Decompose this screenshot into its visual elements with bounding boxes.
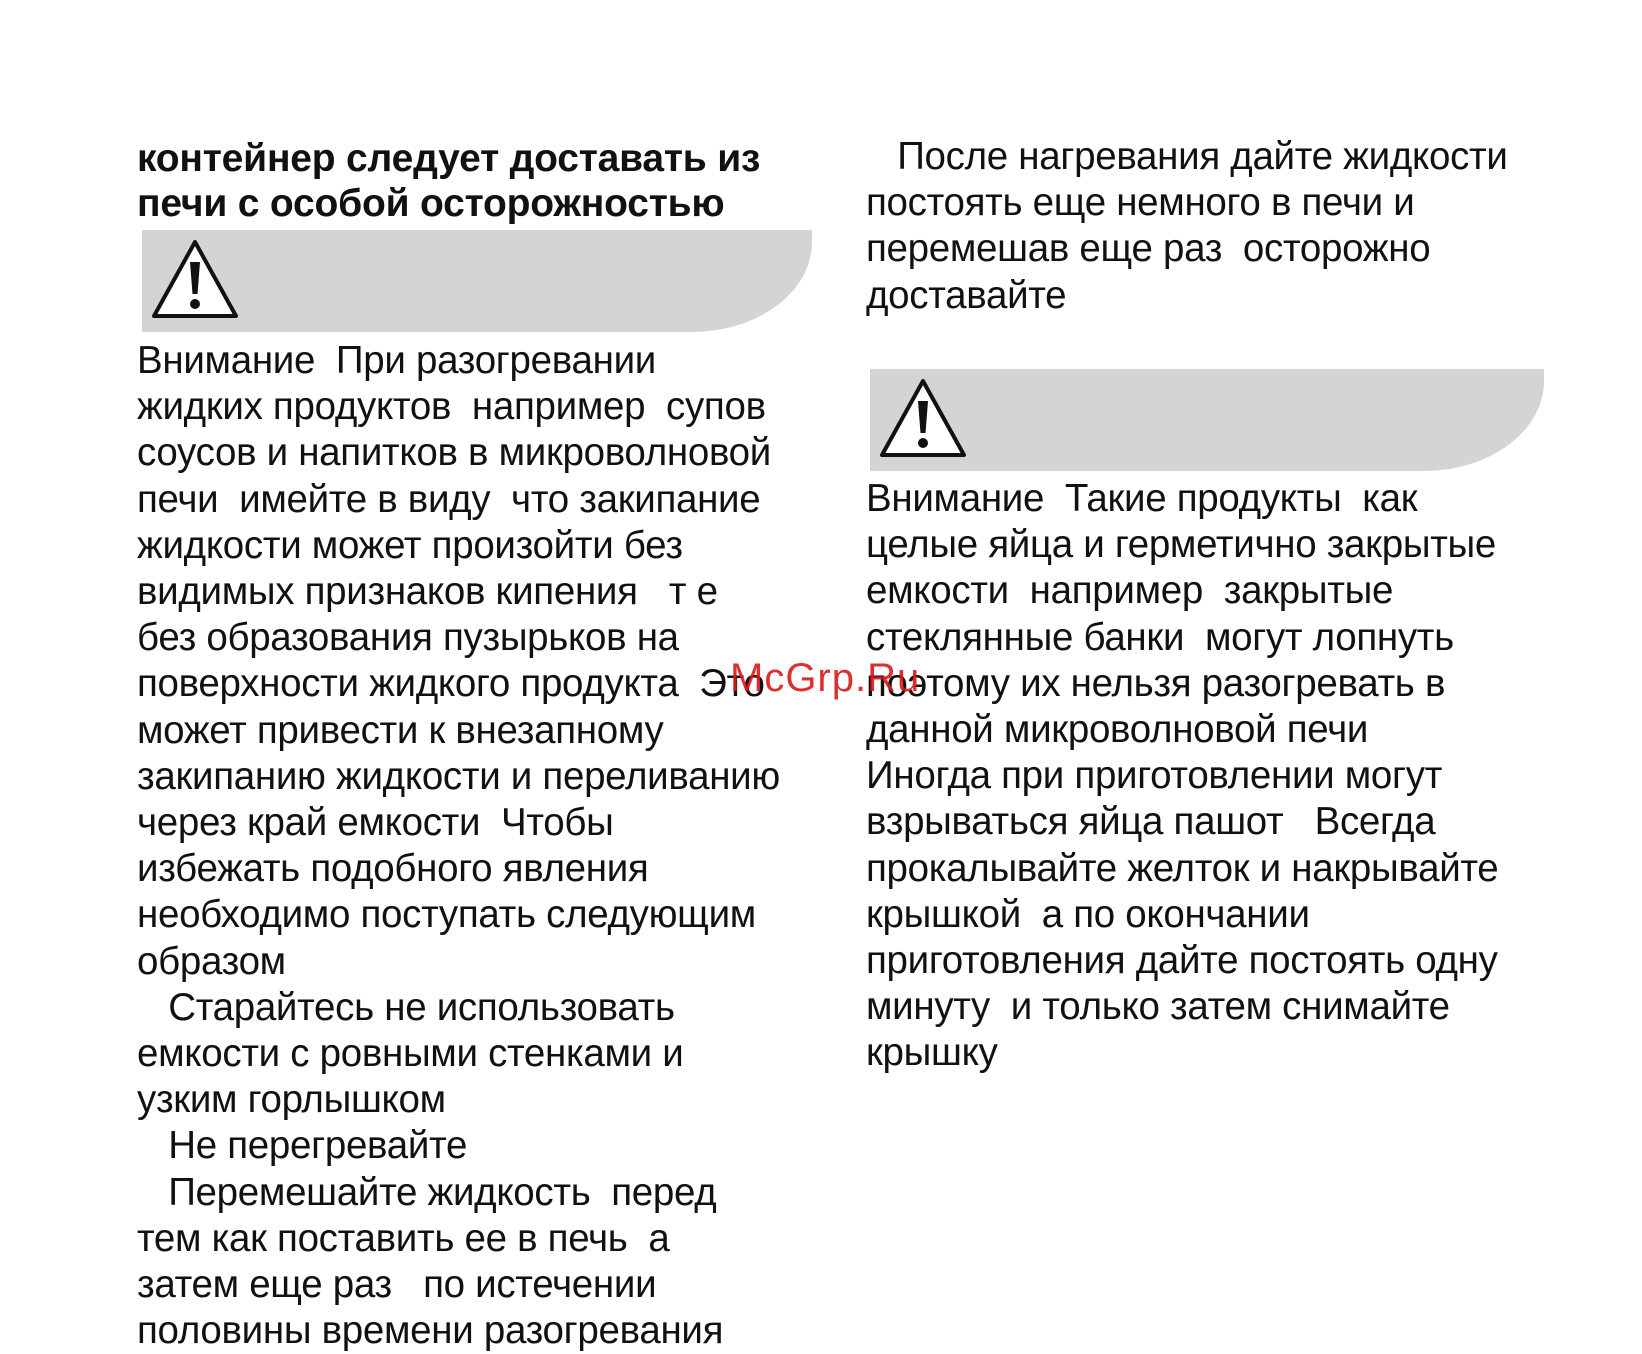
text-line: образом	[137, 939, 286, 983]
left-paragraph	[137, 338, 857, 1354]
text-line: жидкости может произойти без	[137, 523, 683, 567]
text-line: Внимание При разогревании	[137, 339, 656, 382]
text-line: половины времени разогревания	[137, 1309, 724, 1353]
text-line: приготовления дайте постоять одну	[866, 939, 1498, 983]
text-line: Иногда при приготовлении могут	[866, 754, 1443, 798]
heading-line: печи с особой осторожностью	[137, 182, 725, 225]
text-line: закипанию жидкости и переливанию	[137, 754, 780, 798]
text-line: После нагревания дайте жидкости	[866, 135, 1508, 178]
text-line: тем как поставить ее в печь а	[137, 1216, 670, 1260]
text-line: крышку	[866, 1031, 998, 1075]
text-line: минуту и только затем снимайте	[866, 985, 1450, 1029]
text-line: данной микроволновой печи	[866, 708, 1369, 752]
text-line: поверхности жидкого продукта Это	[137, 662, 765, 706]
watermark: McGrp.Ru	[730, 656, 921, 700]
text-line: жидких продуктов например супов	[137, 385, 766, 429]
text-line: Не перегревайте	[137, 1124, 468, 1168]
text-line: доставайте	[866, 273, 1067, 317]
text-line: Старайтесь не использовать	[137, 985, 675, 1029]
right-paragraph-top	[866, 134, 1586, 319]
left-heading	[137, 136, 837, 226]
warning-triangle-icon	[878, 377, 968, 459]
text-line: крышкой а по окончании	[866, 892, 1310, 936]
warning-banner	[142, 230, 812, 332]
text-line: через край емкости Чтобы	[137, 801, 614, 845]
text-line: поэтому их нельзя разогревать в	[866, 661, 1446, 705]
text-line: затем еще раз по истечении	[137, 1263, 657, 1307]
text-line: может привести к внезапному	[137, 708, 664, 752]
text-line: емкости с ровными стенками и	[137, 1032, 684, 1076]
text-line: без образования пузырьков на	[137, 616, 679, 660]
text-line: емкости например закрытые	[866, 569, 1394, 613]
text-line: печи имейте в виду что закипание	[137, 477, 761, 521]
text-line: перемешав еще раз осторожно	[866, 227, 1431, 271]
text-line: избежать подобного явления	[137, 847, 649, 891]
text-line: необходимо поступать следующим	[137, 893, 756, 937]
text-line: соусов и напитков в микроволновой	[137, 431, 771, 475]
text-line: целые яйца и герметично закрытые	[866, 523, 1497, 567]
text-line: постоять еще немного в печи и	[866, 181, 1415, 225]
text-line: стеклянные банки могут лопнуть	[866, 615, 1454, 659]
right-paragraph-bottom	[866, 476, 1586, 1077]
text-line: прокалывайте желток и накрывайте	[866, 846, 1499, 890]
text-line: Внимание Такие продукты как	[866, 477, 1418, 520]
warning-triangle-icon	[150, 238, 240, 320]
heading-line: контейнер следует доставать из	[137, 137, 761, 180]
text-line: взрываться яйца пашот Всегда	[866, 800, 1436, 844]
warning-banner	[870, 369, 1544, 471]
text-line: узким горлышком	[137, 1078, 446, 1122]
text-line: Перемешайте жидкость перед	[137, 1170, 717, 1214]
text-line: видимых признаков кипения т е	[137, 570, 718, 614]
